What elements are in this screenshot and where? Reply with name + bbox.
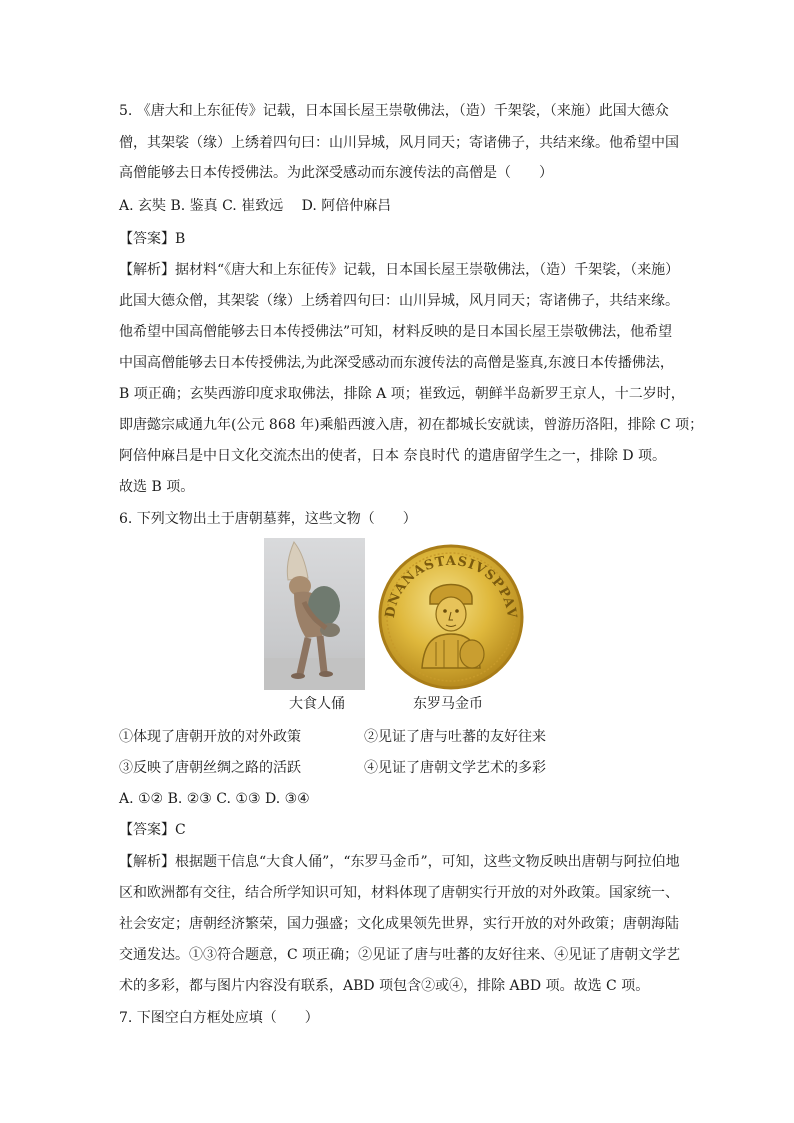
q5-analysis-line-3: 他希望中国高僧能够去日本传授佛法”可知，材料反映的是日本国长屋王崇敬佛法，他希望	[119, 324, 673, 340]
q5-answer: 【答案】B	[119, 231, 186, 247]
coin-caption: 东罗马金币	[413, 696, 483, 712]
q5-analysis-line-4: 中国高僧能够去日本传授佛法,为此深受感动而东渡传法的高僧是鉴真,东渡日本传播佛法，	[119, 355, 674, 371]
q6-analysis-line-4: 交通发达。①③符合题意，C 项正确；②见证了唐与吐蕃的友好往来、④见证了唐朝文学艺	[119, 947, 681, 963]
q5-analysis-line-5: B 项正确；玄奘西游印度求取佛法，排除 A 项；崔致远，朝鲜半岛新罗王京人，十二岁时，	[119, 386, 685, 402]
q6-analysis-line-1: 【解析】根据题干信息“大食人俑”，“东罗马金币”，可知，这些文物反映出唐朝与阿拉伯地	[119, 854, 680, 870]
q6-stem: 6. 下列文物出土于唐朝墓葬，这些文物（ ）	[119, 511, 417, 527]
statue-caption: 大食人俑	[289, 696, 345, 712]
q6-choice-1: ①体现了唐朝开放的对外政策	[119, 729, 301, 745]
q6-choice-3: ③反映了唐朝丝绸之路的活跃	[119, 760, 301, 776]
q5-analysis-line-2: 此国大德众僧，其架裟（缘）上绣着四句曰：山川异城，风月同天；寄诸佛子，共结来缘。	[119, 293, 679, 309]
q6-choice-2: ②见证了唐与吐蕃的友好往来	[364, 729, 546, 745]
q5-analysis-line-7: 阿倍仲麻吕是中日文化交流杰出的使者，日本 奈良时代 的遣唐留学生之一，排除 D 项。	[119, 448, 667, 464]
q6-analysis-line-3: 社会安定；唐朝经济繁荣，国力强盛；文化成果领先世界，实行开放的对外政策；唐朝海陆	[119, 916, 679, 932]
byzantine-gold-coin-image	[372, 542, 530, 690]
q6-choice-4: ④见证了唐朝文学艺术的多彩	[364, 760, 546, 776]
q5-stem-line-1: 5. 《唐大和上东征传》记载，日本国长屋王崇敬佛法，（造）千架裟，（来施）此国大德众	[119, 103, 669, 119]
q5-analysis-line-8: 故选 B 项。	[119, 479, 195, 495]
q5-stem-line-2: 僧，其架裟（缘）上绣着四句曰：山川异城，风月同天；寄诸佛子，共结来缘。他希望中国	[119, 135, 679, 151]
q5-analysis-line-1: 【解析】据材料“《唐大和上东征传》记载，日本国长屋王崇敬佛法，（造）千架裟，（来施）	[119, 262, 680, 278]
q5-options: A. 玄奘 B. 鉴真 C. 崔致远 D. 阿倍仲麻吕	[119, 198, 392, 214]
q6-analysis-line-5: 术的多彩，都与图片内容没有联系，ABD 项包含②或④，排除 ABD 项。故选 C 项。	[119, 978, 650, 994]
q5-stem-line-3: 高僧能够去日本传授佛法。为此深受感动而东渡传法的高僧是（ ）	[119, 165, 553, 181]
q6-answer: 【答案】C	[119, 822, 186, 838]
q6-analysis-line-2: 区和欧洲都有交往，结合所学知识可知，材料体现了唐朝实行开放的对外政策。国家统一、	[119, 885, 679, 901]
coin-inscription: DNANASTASIVSPPAV	[382, 553, 520, 620]
q7-stem: 7. 下图空白方框处应填（ ）	[119, 1010, 319, 1026]
dashi-figurine-image	[264, 538, 365, 690]
q5-analysis-line-6: 即唐懿宗咸通九年(公元 868 年)乘船西渡入唐，初在都城长安就读，曾游历洛阳，排除 C 项；	[119, 417, 704, 433]
q6-options: A. ①② B. ②③ C. ①③ D. ③④	[119, 791, 310, 807]
